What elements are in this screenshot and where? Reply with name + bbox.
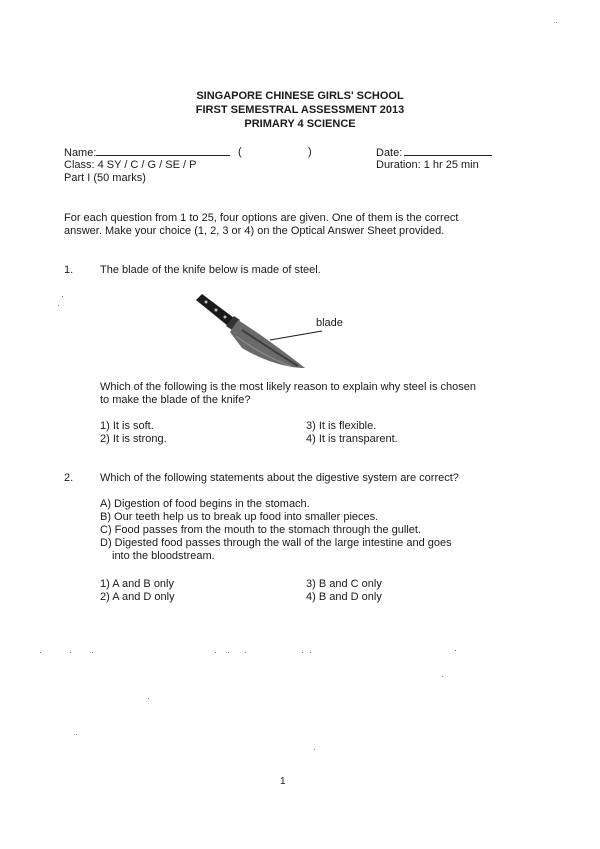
q1-option-4: 4) It is transparent. bbox=[306, 433, 398, 445]
part-label: Part I (50 marks) bbox=[64, 172, 146, 184]
q2-option-1: 1) A and B only bbox=[100, 578, 174, 590]
name-label: Name: bbox=[64, 147, 97, 159]
q2-statement-c: C) Food passes from the mouth to the stomach through the gullet. bbox=[100, 524, 422, 536]
scan-speck bbox=[442, 676, 443, 677]
register-paren-open: ( bbox=[238, 146, 242, 158]
scan-speck bbox=[76, 734, 77, 735]
scan-speck bbox=[310, 652, 311, 653]
q1-number: 1. bbox=[64, 264, 74, 276]
q2-option-3: 3) B and C only bbox=[306, 578, 382, 590]
class-line: Class: 4 SY / C / G / SE / P bbox=[64, 159, 197, 171]
name-field bbox=[64, 146, 230, 160]
scan-speck bbox=[92, 652, 93, 653]
duration: Duration: 1 hr 25 min bbox=[376, 159, 479, 171]
page-number: 1 bbox=[280, 776, 286, 787]
q2-statement-d-continued: into the bloodstream. bbox=[112, 550, 215, 562]
q2-number: 2. bbox=[64, 472, 74, 484]
register-paren-close: ) bbox=[308, 146, 312, 158]
q1-question-line-2: to make the blade of the knife? bbox=[100, 394, 251, 406]
q2-option-4: 4) B and D only bbox=[306, 591, 382, 603]
scan-speck bbox=[215, 652, 216, 653]
scan-speck bbox=[148, 698, 149, 699]
knife-handle bbox=[196, 294, 234, 326]
scan-speck bbox=[58, 305, 59, 306]
scan-speck bbox=[455, 650, 456, 651]
q1-option-1: 1) It is soft. bbox=[100, 420, 154, 432]
school-name: SINGAPORE CHINESE GIRLS' SCHOOL bbox=[196, 90, 404, 102]
q2-stem: Which of the following statements about the digestive system are correct? bbox=[100, 472, 459, 484]
q2-statement-a: A) Digestion of food begins in the stomach. bbox=[100, 498, 310, 510]
scan-speck bbox=[556, 22, 557, 23]
date-blank-line bbox=[404, 146, 492, 156]
scan-speck bbox=[245, 652, 246, 653]
blade-pointer-line bbox=[270, 331, 322, 340]
scan-speck bbox=[40, 652, 41, 653]
q2-statement-b: B) Our teeth help us to break up food into smaller pieces. bbox=[100, 511, 379, 523]
scan-speck bbox=[62, 296, 63, 297]
scan-speck bbox=[228, 652, 229, 653]
subject-title: PRIMARY 4 SCIENCE bbox=[244, 118, 356, 130]
date-label: Date: bbox=[376, 147, 403, 159]
date-field bbox=[376, 146, 492, 160]
name-blank-line bbox=[96, 146, 230, 156]
knife-illustration bbox=[190, 290, 350, 375]
q2-option-2: 2) A and D only bbox=[100, 591, 175, 603]
blade-label: blade bbox=[316, 317, 343, 329]
q1-option-3: 3) It is flexible. bbox=[306, 420, 377, 432]
exam-title: FIRST SEMESTRAL ASSESSMENT 2013 bbox=[195, 104, 405, 116]
q2-statement-d: D) Digested food passes through the wall of the large intestine and goes bbox=[100, 537, 452, 549]
scan-speck bbox=[70, 652, 71, 653]
scan-speck bbox=[302, 652, 303, 653]
knife-blade bbox=[230, 320, 305, 368]
instructions-line-1: For each question from 1 to 25, four options are given. One of them is the correct bbox=[64, 212, 459, 224]
scan-speck bbox=[314, 749, 315, 750]
q1-stem: The blade of the knife below is made of steel. bbox=[100, 264, 321, 276]
q1-question-line-1: Which of the following is the most likely reason to explain why steel is chosen bbox=[100, 381, 477, 393]
instructions-line-2: answer. Make your choice (1, 2, 3 or 4) on the Optical Answer Sheet provided. bbox=[64, 225, 445, 237]
q1-option-2: 2) It is strong. bbox=[100, 433, 167, 445]
